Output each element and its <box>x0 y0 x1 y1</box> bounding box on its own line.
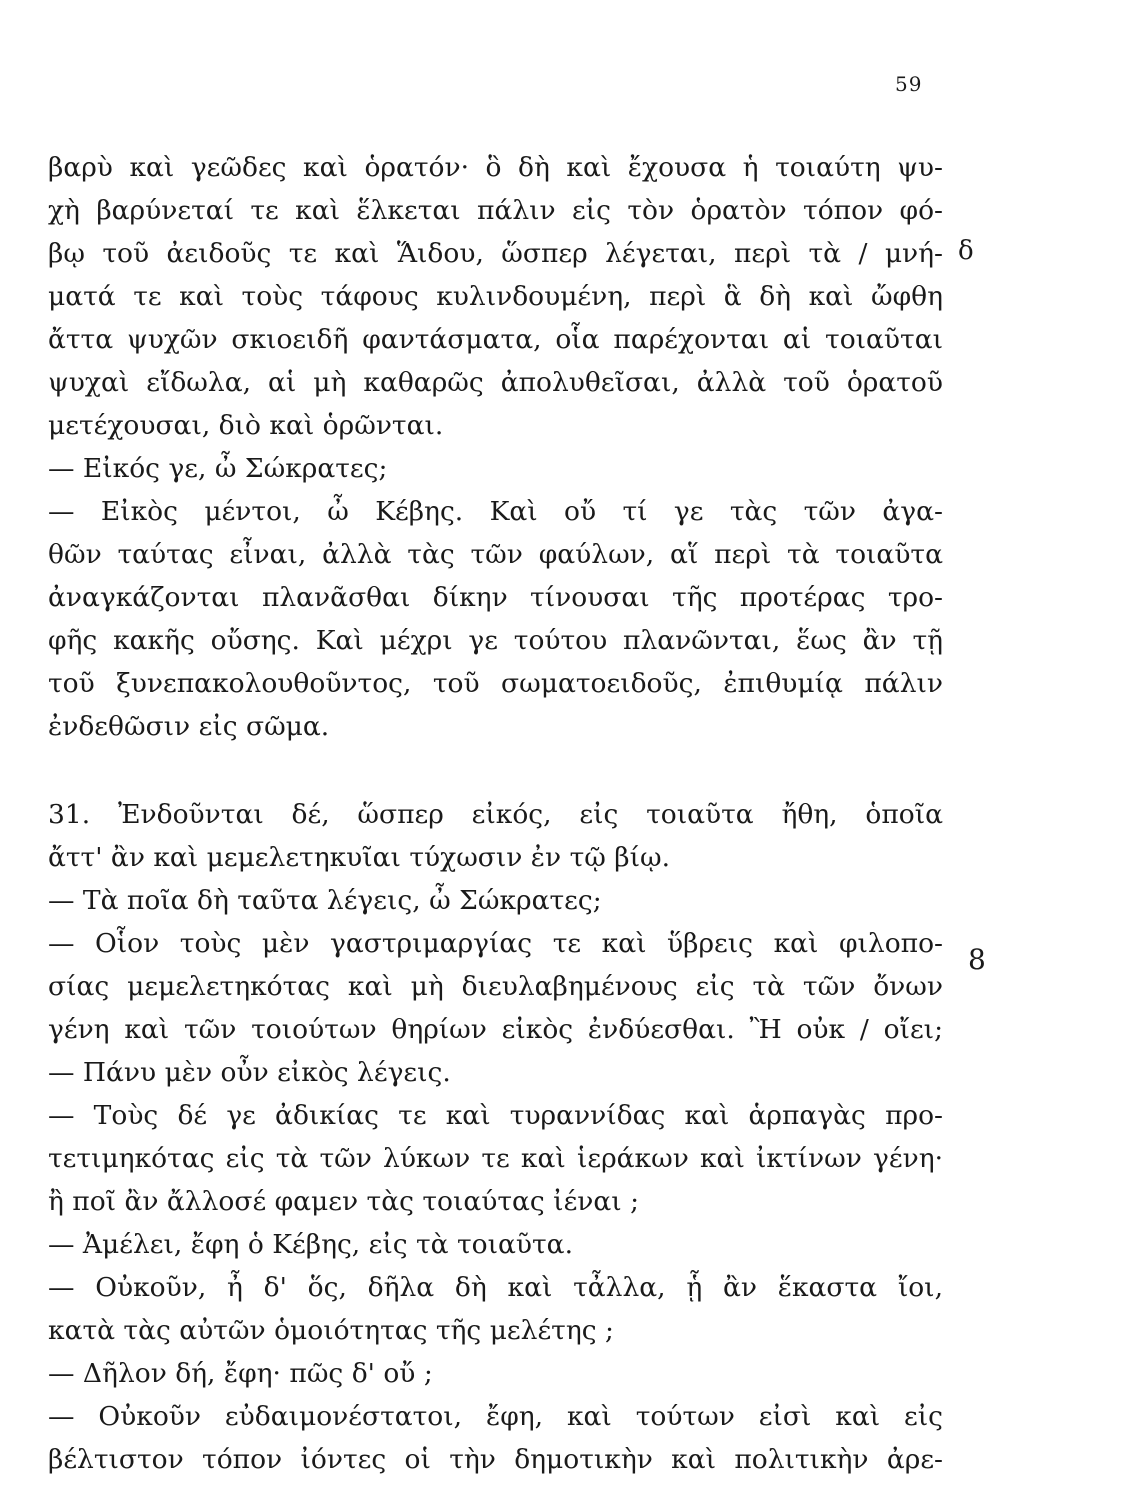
text-line: τοῦ ξυνεπακολουθοῦντος, τοῦ σωματοειδοῦς, ἐπιθυμίᾳ πάλιν <box>48 668 943 699</box>
text-line: ἀναγκάζονται πλανᾶσθαι δίκην τίνουσαι τῆς προτέρας τρο- <box>48 582 943 613</box>
text-line: — Εἰκὸς μέντοι, ὦ Κέβης. Καὶ οὔ τί γε τὰς τῶν ἀγα- <box>48 496 943 527</box>
text-line: ἄττα ψυχῶν σκιοειδῆ φαντάσματα, οἷα παρέχονται αἱ τοιαῦται <box>48 324 943 355</box>
text-line: — Ἀμέλει, ἔφη ὁ Κέβης, εἰς τὰ τοιαῦτα. <box>48 1229 573 1260</box>
paragraph-gap <box>48 748 943 793</box>
text-line: — Τὰ ποῖα δὴ ταῦτα λέγεις, ὦ Σώκρατες; <box>48 885 602 916</box>
text-line: ἐνδεθῶσιν εἰς σῶμα. <box>48 711 330 742</box>
text-line: — Τοὺς δέ γε ἀδικίας τε καὶ τυραννίδας καὶ ἁρπαγὰς προ- <box>48 1100 943 1131</box>
text-line: ἢ ποῖ ἂν ἄλλοσέ φαμεν τὰς τοιαύτας ἰέναι ; <box>48 1186 640 1217</box>
text-line: ματά τε καὶ τοὺς τάφους κυλινδουμένη, περὶ ἃ δὴ καὶ ὤφθη <box>48 281 943 312</box>
text-line: — Εἰκός γε, ὦ Σώκρατες; <box>48 453 388 484</box>
text-line: σίας μεμελετηκότας καὶ μὴ διευλαβημένους εἰς τὰ τῶν ὄνων <box>48 971 943 1002</box>
text-line: — Πάνυ μὲν οὖν εἰκὸς λέγεις. <box>48 1057 451 1088</box>
text-line: βῳ τοῦ ἀειδοῦς τε καὶ Ἅιδου, ὥσπερ λέγεται, περὶ τὰ / μνή- <box>48 238 943 269</box>
text-line: τετιμηκότας εἰς τὰ τῶν λύκων τε καὶ ἱεράκων καὶ ἰκτίνων γένη· <box>48 1143 943 1174</box>
text-line: γένη καὶ τῶν τοιούτων θηρίων εἰκὸς ἐνδύεσθαι. Ἢ οὐκ / οἴει; <box>48 1014 943 1045</box>
text-line: βέλτιστον τόπον ἰόντες οἱ τὴν δημοτικὴν καὶ πολιτικὴν ἀρε- <box>48 1444 943 1475</box>
text-line: — Οἷον τοὺς μὲν γαστριμαργίας τε καὶ ὕβρεις καὶ φιλοπο- <box>48 928 943 959</box>
text-line: — Οὐκοῦν εὐδαιμονέστατοι, ἔφη, καὶ τούτων εἰσὶ καὶ εἰς <box>48 1401 943 1432</box>
text-line: — Οὐκοῦν, ἦ δ' ὅς, δῆλα δὴ καὶ τἆλλα, ᾗ ἂν ἕκαστα ἴοι, <box>48 1272 943 1303</box>
margin-section-marker: δ <box>958 236 974 266</box>
text-line: μετέχουσαι, διὸ καὶ ὁρῶνται. <box>48 410 444 441</box>
text-line: 31. Ἐνδοῦνται δέ, ὥσπερ εἰκός, εἰς τοιαῦτα ἤθη, ὁποῖα <box>48 799 943 830</box>
text-line: χὴ βαρύνεταί τε καὶ ἕλκεται πάλιν εἰς τὸν ὁρατὸν τόπον φό- <box>48 195 943 226</box>
text-line: — Δῆλον δή, ἔφη· πῶς δ' οὔ ; <box>48 1358 433 1389</box>
body-text <box>48 146 943 1481</box>
text-line: ἄττ' ἂν καὶ μεμελετηκυῖαι τύχωσιν ἐν τῷ βίῳ. <box>48 842 670 873</box>
text-line: φῆς κακῆς οὔσης. Καὶ μέχρι γε τούτου πλανῶνται, ἕως ἂν τῇ <box>48 625 943 656</box>
page-number: 59 <box>895 72 923 96</box>
margin-section-marker: 8 <box>968 943 986 976</box>
text-line: βαρὺ καὶ γεῶδες καὶ ὁρατόν· ὃ δὴ καὶ ἔχουσα ἡ τοιαύτη ψυ- <box>48 152 943 183</box>
text-line: κατὰ τὰς αὐτῶν ὁμοιότητας τῆς μελέτης ; <box>48 1315 614 1346</box>
text-line: ψυχαὶ εἴδωλα, αἱ μὴ καθαρῶς ἀπολυθεῖσαι, ἀλλὰ τοῦ ὁρατοῦ <box>48 367 943 398</box>
text-line: θῶν ταύτας εἶναι, ἀλλὰ τὰς τῶν φαύλων, αἵ περὶ τὰ τοιαῦτα <box>48 539 943 570</box>
